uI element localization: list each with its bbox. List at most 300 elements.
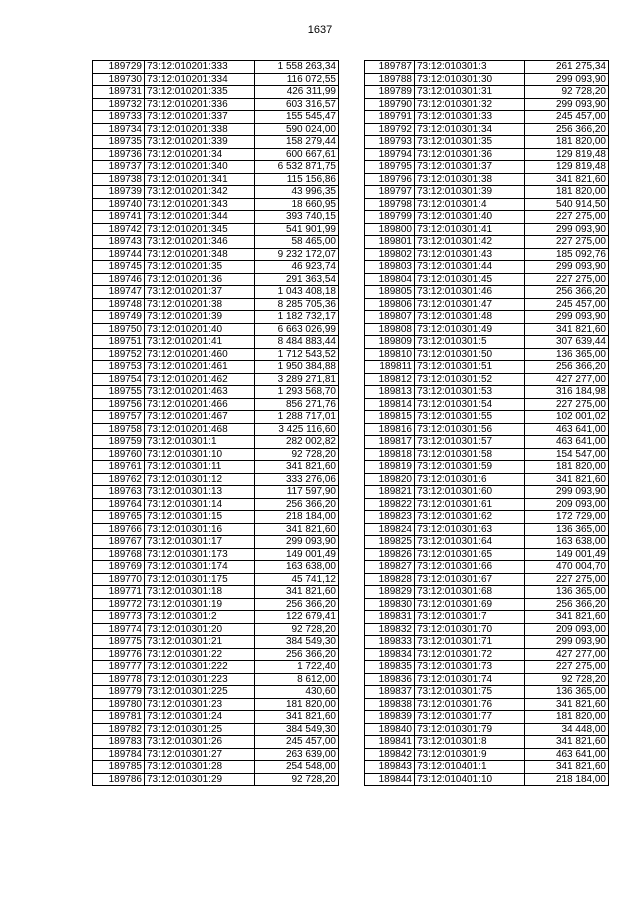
cadastral-number-cell: 73:12:010301:23	[145, 698, 255, 711]
row-number-cell: 189829	[365, 586, 415, 599]
cadastral-number-cell: 73:12:010201:335	[145, 86, 255, 99]
value-cell: 427 277,00	[525, 373, 609, 386]
row-number-cell: 189812	[365, 373, 415, 386]
table-row	[93, 298, 339, 311]
table-row	[365, 411, 609, 424]
value-cell: 6 663 026,99	[255, 323, 339, 336]
page-number: 1637	[307, 24, 333, 36]
cadastral-number-cell: 73:12:010301:73	[415, 661, 525, 674]
left-register-table	[92, 60, 339, 786]
cadastral-number-cell: 73:12:010301:57	[415, 436, 525, 449]
row-number-cell: 189754	[93, 373, 145, 386]
value-cell: 34 448,00	[525, 723, 609, 736]
table-row	[365, 761, 609, 774]
table-row	[93, 723, 339, 736]
value-cell: 256 366,20	[525, 598, 609, 611]
table-row	[93, 486, 339, 499]
cadastral-number-cell: 73:12:010301:29	[145, 773, 255, 786]
value-cell: 341 821,60	[525, 323, 609, 336]
row-number-cell: 189817	[365, 436, 415, 449]
row-number-cell: 189805	[365, 286, 415, 299]
table-row	[365, 73, 609, 86]
value-cell: 256 366,20	[525, 123, 609, 136]
row-number-cell: 189797	[365, 186, 415, 199]
value-cell: 470 004,70	[525, 561, 609, 574]
cadastral-number-cell: 73:12:010301:79	[415, 723, 525, 736]
value-cell: 136 365,00	[525, 348, 609, 361]
row-number-cell: 189783	[93, 736, 145, 749]
table-row	[93, 648, 339, 661]
cadastral-number-cell: 73:12:010301:31	[415, 86, 525, 99]
row-number-cell: 189803	[365, 261, 415, 274]
value-cell: 8 612,00	[255, 673, 339, 686]
table-row	[93, 98, 339, 111]
value-cell: 129 819,48	[525, 161, 609, 174]
row-number-cell: 189790	[365, 98, 415, 111]
table-row	[365, 673, 609, 686]
value-cell: 181 820,00	[525, 136, 609, 149]
row-number-cell: 189820	[365, 473, 415, 486]
table-row	[93, 623, 339, 636]
table-row	[93, 273, 339, 286]
value-cell: 227 275,00	[525, 211, 609, 224]
cadastral-number-cell: 73:12:010301:14	[145, 498, 255, 511]
value-cell: 426 311,99	[255, 86, 339, 99]
value-cell: 6 532 871,75	[255, 161, 339, 174]
table-row	[365, 223, 609, 236]
value-cell: 185 092,76	[525, 248, 609, 261]
table-row	[365, 461, 609, 474]
cadastral-number-cell: 73:12:010201:339	[145, 136, 255, 149]
value-cell: 299 093,90	[525, 261, 609, 274]
table-row	[93, 211, 339, 224]
value-cell: 181 820,00	[255, 698, 339, 711]
row-number-cell: 189756	[93, 398, 145, 411]
cadastral-number-cell: 73:12:010301:22	[145, 648, 255, 661]
value-cell: 590 024,00	[255, 123, 339, 136]
cadastral-number-cell: 73:12:010301:39	[415, 186, 525, 199]
cadastral-number-cell: 73:12:010201:342	[145, 186, 255, 199]
value-cell: 9 232 172,07	[255, 248, 339, 261]
row-number-cell: 189786	[93, 773, 145, 786]
cadastral-number-cell: 73:12:010301:32	[415, 98, 525, 111]
table-row	[93, 411, 339, 424]
row-number-cell: 189760	[93, 448, 145, 461]
cadastral-number-cell: 73:12:010301:2	[145, 611, 255, 624]
value-cell: 92 728,20	[525, 673, 609, 686]
cadastral-number-cell: 73:12:010301:6	[415, 473, 525, 486]
table-row	[93, 761, 339, 774]
row-number-cell: 189773	[93, 611, 145, 624]
table-row	[93, 573, 339, 586]
cadastral-number-cell: 73:12:010301:37	[415, 161, 525, 174]
table-row	[365, 523, 609, 536]
row-number-cell: 189840	[365, 723, 415, 736]
table-row	[93, 498, 339, 511]
table-row	[93, 698, 339, 711]
table-row	[93, 711, 339, 724]
table-row	[365, 348, 609, 361]
value-cell: 92 728,20	[255, 773, 339, 786]
cadastral-number-cell: 73:12:010301:17	[145, 536, 255, 549]
cadastral-number-cell: 73:12:010301:36	[415, 148, 525, 161]
value-cell: 1 182 732,17	[255, 311, 339, 324]
row-number-cell: 189836	[365, 673, 415, 686]
value-cell: 291 363,54	[255, 273, 339, 286]
row-number-cell: 189781	[93, 711, 145, 724]
cadastral-number-cell: 73:12:010301:21	[145, 636, 255, 649]
value-cell: 136 365,00	[525, 523, 609, 536]
row-number-cell: 189804	[365, 273, 415, 286]
cadastral-number-cell: 73:12:010301:20	[145, 623, 255, 636]
cadastral-number-cell: 73:12:010201:334	[145, 73, 255, 86]
row-number-cell: 189762	[93, 473, 145, 486]
value-cell: 341 821,60	[255, 711, 339, 724]
cadastral-number-cell: 73:12:010301:24	[145, 711, 255, 724]
table-row	[365, 336, 609, 349]
value-cell: 384 549,30	[255, 636, 339, 649]
table-row	[93, 386, 339, 399]
value-cell: 227 275,00	[525, 398, 609, 411]
row-number-cell: 189772	[93, 598, 145, 611]
cadastral-number-cell: 73:12:010201:35	[145, 261, 255, 274]
table-row	[93, 161, 339, 174]
row-number-cell: 189814	[365, 398, 415, 411]
row-number-cell: 189761	[93, 461, 145, 474]
value-cell: 282 002,82	[255, 436, 339, 449]
row-number-cell: 189752	[93, 348, 145, 361]
cadastral-number-cell: 73:12:010301:51	[415, 361, 525, 374]
row-number-cell: 189734	[93, 123, 145, 136]
table-row	[93, 461, 339, 474]
table-row	[365, 448, 609, 461]
row-number-cell: 189769	[93, 561, 145, 574]
cadastral-number-cell: 73:12:010401:10	[415, 773, 525, 786]
table-row	[365, 561, 609, 574]
value-cell: 261 275,34	[525, 61, 609, 74]
value-cell: 299 093,90	[525, 311, 609, 324]
row-number-cell: 189764	[93, 498, 145, 511]
row-number-cell: 189732	[93, 98, 145, 111]
table-row	[365, 511, 609, 524]
table-row	[93, 436, 339, 449]
row-number-cell: 189832	[365, 623, 415, 636]
row-number-cell: 189789	[365, 86, 415, 99]
value-cell: 116 072,55	[255, 73, 339, 86]
row-number-cell: 189782	[93, 723, 145, 736]
table-row	[365, 573, 609, 586]
row-number-cell: 189731	[93, 86, 145, 99]
value-cell: 149 001,49	[525, 548, 609, 561]
row-number-cell: 189737	[93, 161, 145, 174]
cadastral-number-cell: 73:12:010301:42	[415, 236, 525, 249]
row-number-cell: 189827	[365, 561, 415, 574]
cadastral-number-cell: 73:12:010301:46	[415, 286, 525, 299]
value-cell: 341 821,60	[525, 761, 609, 774]
row-number-cell: 189777	[93, 661, 145, 674]
cadastral-number-cell: 73:12:010301:175	[145, 573, 255, 586]
row-number-cell: 189747	[93, 286, 145, 299]
row-number-cell: 189841	[365, 736, 415, 749]
table-row	[365, 736, 609, 749]
value-cell: 155 545,47	[255, 111, 339, 124]
table-row	[93, 511, 339, 524]
table-row	[365, 436, 609, 449]
row-number-cell: 189815	[365, 411, 415, 424]
row-number-cell: 189831	[365, 611, 415, 624]
table-row	[93, 536, 339, 549]
cadastral-number-cell: 73:12:010301:60	[415, 486, 525, 499]
value-cell: 299 093,90	[255, 536, 339, 549]
row-number-cell: 189785	[93, 761, 145, 774]
cadastral-number-cell: 73:12:010301:45	[415, 273, 525, 286]
table-row	[93, 186, 339, 199]
row-number-cell: 189784	[93, 748, 145, 761]
cadastral-number-cell: 73:12:010301:71	[415, 636, 525, 649]
cadastral-number-cell: 73:12:010201:345	[145, 223, 255, 236]
value-cell: 227 275,00	[525, 273, 609, 286]
table-row	[93, 673, 339, 686]
cadastral-number-cell: 73:12:010301:74	[415, 673, 525, 686]
cadastral-number-cell: 73:12:010201:337	[145, 111, 255, 124]
row-number-cell: 189809	[365, 336, 415, 349]
row-number-cell: 189746	[93, 273, 145, 286]
table-row	[365, 248, 609, 261]
value-cell: 245 457,00	[525, 298, 609, 311]
table-row	[365, 261, 609, 274]
cadastral-number-cell: 73:12:010301:7	[415, 611, 525, 624]
cadastral-number-cell: 73:12:010301:56	[415, 423, 525, 436]
cadastral-number-cell: 73:12:010301:62	[415, 511, 525, 524]
table-row	[93, 323, 339, 336]
table-row	[365, 136, 609, 149]
row-number-cell: 189755	[93, 386, 145, 399]
cadastral-number-cell: 73:12:010301:3	[415, 61, 525, 74]
row-number-cell: 189741	[93, 211, 145, 224]
value-cell: 341 821,60	[255, 461, 339, 474]
table-row	[365, 723, 609, 736]
row-number-cell: 189802	[365, 248, 415, 261]
row-number-cell: 189822	[365, 498, 415, 511]
value-cell: 307 639,44	[525, 336, 609, 349]
cadastral-number-cell: 73:12:010301:34	[415, 123, 525, 136]
row-number-cell: 189735	[93, 136, 145, 149]
value-cell: 299 093,90	[525, 98, 609, 111]
cadastral-number-cell: 73:12:010301:173	[145, 548, 255, 561]
cadastral-number-cell: 73:12:010201:340	[145, 161, 255, 174]
value-cell: 18 660,95	[255, 198, 339, 211]
table-row	[93, 336, 339, 349]
cadastral-number-cell: 73:12:010301:59	[415, 461, 525, 474]
table-row	[365, 298, 609, 311]
row-number-cell: 189795	[365, 161, 415, 174]
cadastral-number-cell: 73:12:010201:38	[145, 298, 255, 311]
table-row	[93, 373, 339, 386]
row-number-cell: 189733	[93, 111, 145, 124]
value-cell: 603 316,57	[255, 98, 339, 111]
value-cell: 1 950 384,88	[255, 361, 339, 374]
row-number-cell: 189779	[93, 686, 145, 699]
table-row	[365, 211, 609, 224]
cadastral-number-cell: 73:12:010301:33	[415, 111, 525, 124]
value-cell: 256 366,20	[525, 361, 609, 374]
value-cell: 129 819,48	[525, 148, 609, 161]
row-number-cell: 189771	[93, 586, 145, 599]
value-cell: 1 712 543,52	[255, 348, 339, 361]
table-row	[365, 598, 609, 611]
table-row	[93, 473, 339, 486]
table-row	[93, 286, 339, 299]
table-row	[365, 61, 609, 74]
row-number-cell: 189742	[93, 223, 145, 236]
row-number-cell: 189799	[365, 211, 415, 224]
row-number-cell: 189800	[365, 223, 415, 236]
value-cell: 256 366,20	[525, 286, 609, 299]
row-number-cell: 189830	[365, 598, 415, 611]
table-row	[365, 748, 609, 761]
row-number-cell: 189780	[93, 698, 145, 711]
row-number-cell: 189801	[365, 236, 415, 249]
cadastral-number-cell: 73:12:010201:461	[145, 361, 255, 374]
table-row	[365, 498, 609, 511]
value-cell: 333 276,06	[255, 473, 339, 486]
row-number-cell: 189743	[93, 236, 145, 249]
table-row	[365, 286, 609, 299]
row-number-cell: 189843	[365, 761, 415, 774]
value-cell: 341 821,60	[525, 473, 609, 486]
value-cell: 227 275,00	[525, 661, 609, 674]
table-row	[365, 423, 609, 436]
row-number-cell: 189740	[93, 198, 145, 211]
cadastral-number-cell: 73:12:010201:40	[145, 323, 255, 336]
cadastral-number-cell: 73:12:010301:40	[415, 211, 525, 224]
table-row	[93, 398, 339, 411]
table-row	[93, 361, 339, 374]
cadastral-number-cell: 73:12:010301:13	[145, 486, 255, 499]
value-cell: 341 821,60	[255, 523, 339, 536]
table-row	[93, 548, 339, 561]
table-row	[365, 323, 609, 336]
cadastral-number-cell: 73:12:010301:35	[415, 136, 525, 149]
table-row	[365, 186, 609, 199]
cadastral-number-cell: 73:12:010301:67	[415, 573, 525, 586]
value-cell: 45 741,12	[255, 573, 339, 586]
table-row	[365, 386, 609, 399]
cadastral-number-cell: 73:12:010201:463	[145, 386, 255, 399]
row-number-cell: 189766	[93, 523, 145, 536]
row-number-cell: 189818	[365, 448, 415, 461]
value-cell: 463 641,00	[525, 748, 609, 761]
table-row	[365, 536, 609, 549]
cadastral-number-cell: 73:12:010201:344	[145, 211, 255, 224]
table-row	[365, 398, 609, 411]
row-number-cell: 189837	[365, 686, 415, 699]
value-cell: 102 001,02	[525, 411, 609, 424]
row-number-cell: 189825	[365, 536, 415, 549]
cadastral-number-cell: 73:12:010301:75	[415, 686, 525, 699]
cadastral-number-cell: 73:12:010301:64	[415, 536, 525, 549]
value-cell: 209 093,00	[525, 623, 609, 636]
row-number-cell: 189824	[365, 523, 415, 536]
row-number-cell: 189819	[365, 461, 415, 474]
cadastral-number-cell: 73:12:010301:54	[415, 398, 525, 411]
value-cell: 341 821,60	[255, 586, 339, 599]
cadastral-number-cell: 73:12:010301:77	[415, 711, 525, 724]
cadastral-number-cell: 73:12:010301:44	[415, 261, 525, 274]
table-row	[93, 598, 339, 611]
value-cell: 172 729,00	[525, 511, 609, 524]
table-row	[93, 523, 339, 536]
row-number-cell: 189738	[93, 173, 145, 186]
row-number-cell: 189833	[365, 636, 415, 649]
table-row	[93, 311, 339, 324]
value-cell: 256 366,20	[255, 648, 339, 661]
cadastral-number-cell: 73:12:010301:223	[145, 673, 255, 686]
table-row	[365, 198, 609, 211]
table-row	[93, 661, 339, 674]
cadastral-number-cell: 73:12:010201:468	[145, 423, 255, 436]
table-row	[93, 248, 339, 261]
cadastral-number-cell: 73:12:010301:222	[145, 661, 255, 674]
table-row	[365, 648, 609, 661]
table-row	[93, 611, 339, 624]
table-row	[365, 473, 609, 486]
table-row	[93, 686, 339, 699]
cadastral-number-cell: 73:12:010201:39	[145, 311, 255, 324]
row-number-cell: 189739	[93, 186, 145, 199]
value-cell: 136 365,00	[525, 686, 609, 699]
row-number-cell: 189778	[93, 673, 145, 686]
row-number-cell: 189791	[365, 111, 415, 124]
cadastral-number-cell: 73:12:010301:18	[145, 586, 255, 599]
row-number-cell: 189768	[93, 548, 145, 561]
value-cell: 254 548,00	[255, 761, 339, 774]
cadastral-number-cell: 73:12:010301:66	[415, 561, 525, 574]
cadastral-number-cell: 73:12:010201:37	[145, 286, 255, 299]
table-row	[365, 686, 609, 699]
cadastral-number-cell: 73:12:010301:9	[415, 748, 525, 761]
cadastral-number-cell: 73:12:010301:68	[415, 586, 525, 599]
value-cell: 181 820,00	[525, 711, 609, 724]
table-row	[365, 636, 609, 649]
value-cell: 1 558 263,34	[255, 61, 339, 74]
table-row	[93, 236, 339, 249]
cadastral-number-cell: 73:12:010301:12	[145, 473, 255, 486]
cadastral-number-cell: 73:12:010301:52	[415, 373, 525, 386]
cadastral-number-cell: 73:12:010301:27	[145, 748, 255, 761]
value-cell: 181 820,00	[525, 461, 609, 474]
cadastral-number-cell: 73:12:010301:225	[145, 686, 255, 699]
row-number-cell: 189751	[93, 336, 145, 349]
cadastral-number-cell: 73:12:010301:61	[415, 498, 525, 511]
value-cell: 540 914,50	[525, 198, 609, 211]
row-number-cell: 189775	[93, 636, 145, 649]
table-row	[365, 111, 609, 124]
value-cell: 541 901,99	[255, 223, 339, 236]
table-row	[93, 223, 339, 236]
value-cell: 341 821,60	[525, 736, 609, 749]
value-cell: 3 289 271,81	[255, 373, 339, 386]
row-number-cell: 189810	[365, 348, 415, 361]
row-number-cell: 189842	[365, 748, 415, 761]
row-number-cell: 189813	[365, 386, 415, 399]
value-cell: 136 365,00	[525, 586, 609, 599]
table-row	[365, 236, 609, 249]
table-row	[93, 348, 339, 361]
table-row	[93, 586, 339, 599]
value-cell: 154 547,00	[525, 448, 609, 461]
value-cell: 209 093,00	[525, 498, 609, 511]
